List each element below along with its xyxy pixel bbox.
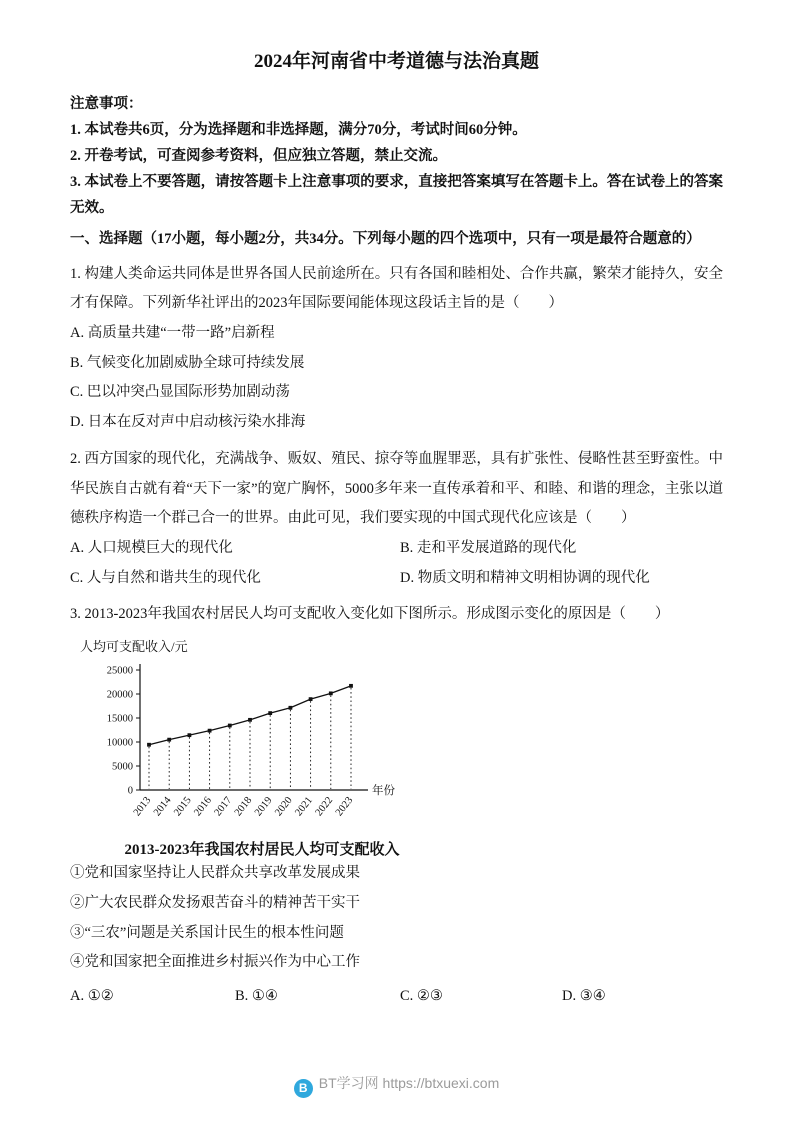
svg-text:0: 0 <box>127 785 133 797</box>
question-2-text: 2. 西方国家的现代化，充满战争、贩奴、殖民、掠夺等血腥罪恶，具有扩张性、侵略性甚至野蛮性。中华民族自古就有着“天下一家”的宽广胸怀，5000多年来一直传承着和平、和睦、和谐的理念，主张以道德秩序构造一个群己合一的世界。由此可见，我们要实现的中国式现代化应该是（ ） <box>70 450 723 527</box>
page-footer <box>0 1073 793 1098</box>
svg-text:2023: 2023 <box>333 795 356 819</box>
question-2-option-d: D. 物质文明和精神文明相协调的现代化 <box>400 569 650 586</box>
svg-text:2020: 2020 <box>273 795 295 819</box>
svg-text:2014: 2014 <box>151 795 174 819</box>
question-1-option-b: B. 气候变化加剧威胁全球可持续发展 <box>70 354 305 371</box>
question-1-text: 1. 构建人类命运共同体是世界各国人民前途所在。只有各国和睦相处、合作共赢，繁荣才能持久，安全才有保障。下列新华社评出的2023年国际要闻能体现这段话主旨的是（ ） <box>70 265 723 312</box>
question-3-statement-3: ③“三农”问题是关系国计民生的根本性问题 <box>70 924 344 941</box>
svg-text:10000: 10000 <box>106 737 133 749</box>
svg-text:15000: 15000 <box>106 713 133 725</box>
question-1-option-a: A. 高质量共建“一带一路”启新程 <box>70 325 275 341</box>
notice-block <box>70 91 723 221</box>
notice-item-2: 2. 开卷考试，可查阅参考资料，但应独立答题，禁止交流。 <box>70 148 447 165</box>
page-title: 2024年河南省中考道德与法治真题 <box>253 51 539 72</box>
svg-text:2013: 2013 <box>131 795 154 819</box>
footer-logo-icon: B <box>294 1079 313 1098</box>
notice-item-3: 3. 本试卷上不要答题，请按答题卡上注意事项的要求，直接把答案填写在答题卡上。答在试卷上的答案无效。 <box>70 174 723 217</box>
notice-item-1: 1. 本试卷共6页，分为选择题和非选择题，满分70分，考试时间60分钟。 <box>70 122 527 139</box>
question-3-option-b: B. ①④ <box>235 988 278 1005</box>
svg-text:2016: 2016 <box>192 795 214 819</box>
svg-text:2021: 2021 <box>293 795 315 819</box>
svg-text:2019: 2019 <box>252 795 275 819</box>
question-2-option-b: B. 走和平发展道路的现代化 <box>400 540 577 557</box>
svg-text:年份: 年份 <box>372 785 395 798</box>
income-line-chart <box>76 636 448 859</box>
question-3-option-c: C. ②③ <box>400 988 443 1005</box>
svg-text:2022: 2022 <box>313 795 336 819</box>
svg-text:2017: 2017 <box>212 795 235 819</box>
question-3-option-d: D. ③④ <box>562 988 606 1005</box>
footer-site-link[interactable]: BT学习网 https://btxuexi.com <box>318 1075 500 1091</box>
chart-plot-area <box>76 656 448 838</box>
question-3-statement-4: ④党和国家把全面推进乡村振兴作为中心工作 <box>70 954 360 971</box>
question-3-statement-1: ①党和国家坚持让人民群众共享改革发展成果 <box>70 865 360 882</box>
question-2-options <box>70 534 723 593</box>
question-3-option-a: A. ①② <box>70 988 114 1005</box>
svg-text:25000: 25000 <box>106 665 133 677</box>
question-1-option-c: C. 巴以冲突凸显国际形势加剧动荡 <box>70 384 290 401</box>
question-2-option-a: A. 人口规模巨大的现代化 <box>70 540 233 557</box>
question-2-option-c: C. 人与自然和谐共生的现代化 <box>70 569 261 586</box>
question-3-statement-2: ②广大农民群众发扬艰苦奋斗的精神苦干实干 <box>70 894 360 911</box>
svg-text:5000: 5000 <box>112 761 133 773</box>
svg-text:2015: 2015 <box>172 795 194 819</box>
chart-y-axis-label: 人均可支配收入/元 <box>80 639 188 655</box>
chart-caption: 2013-2023年我国农村居民人均可支配收入 <box>124 842 400 859</box>
svg-text:2018: 2018 <box>232 795 255 819</box>
svg-text:20000: 20000 <box>106 689 133 701</box>
question-3-text: 3. 2013-2023年我国农村居民人均可支配收入变化如下图所示。形成图示变化的原因是（ ） <box>70 606 670 623</box>
section-heading: 一、选择题（17小题，每小题2分，共34分。下列每小题的四个选项中，只有一项是最符合题意的） <box>70 231 701 248</box>
question-3-options <box>70 981 723 1013</box>
question-1-option-d: D. 日本在反对声中启动核污染水排海 <box>70 414 306 431</box>
notice-heading: 注意事项： <box>70 96 143 112</box>
